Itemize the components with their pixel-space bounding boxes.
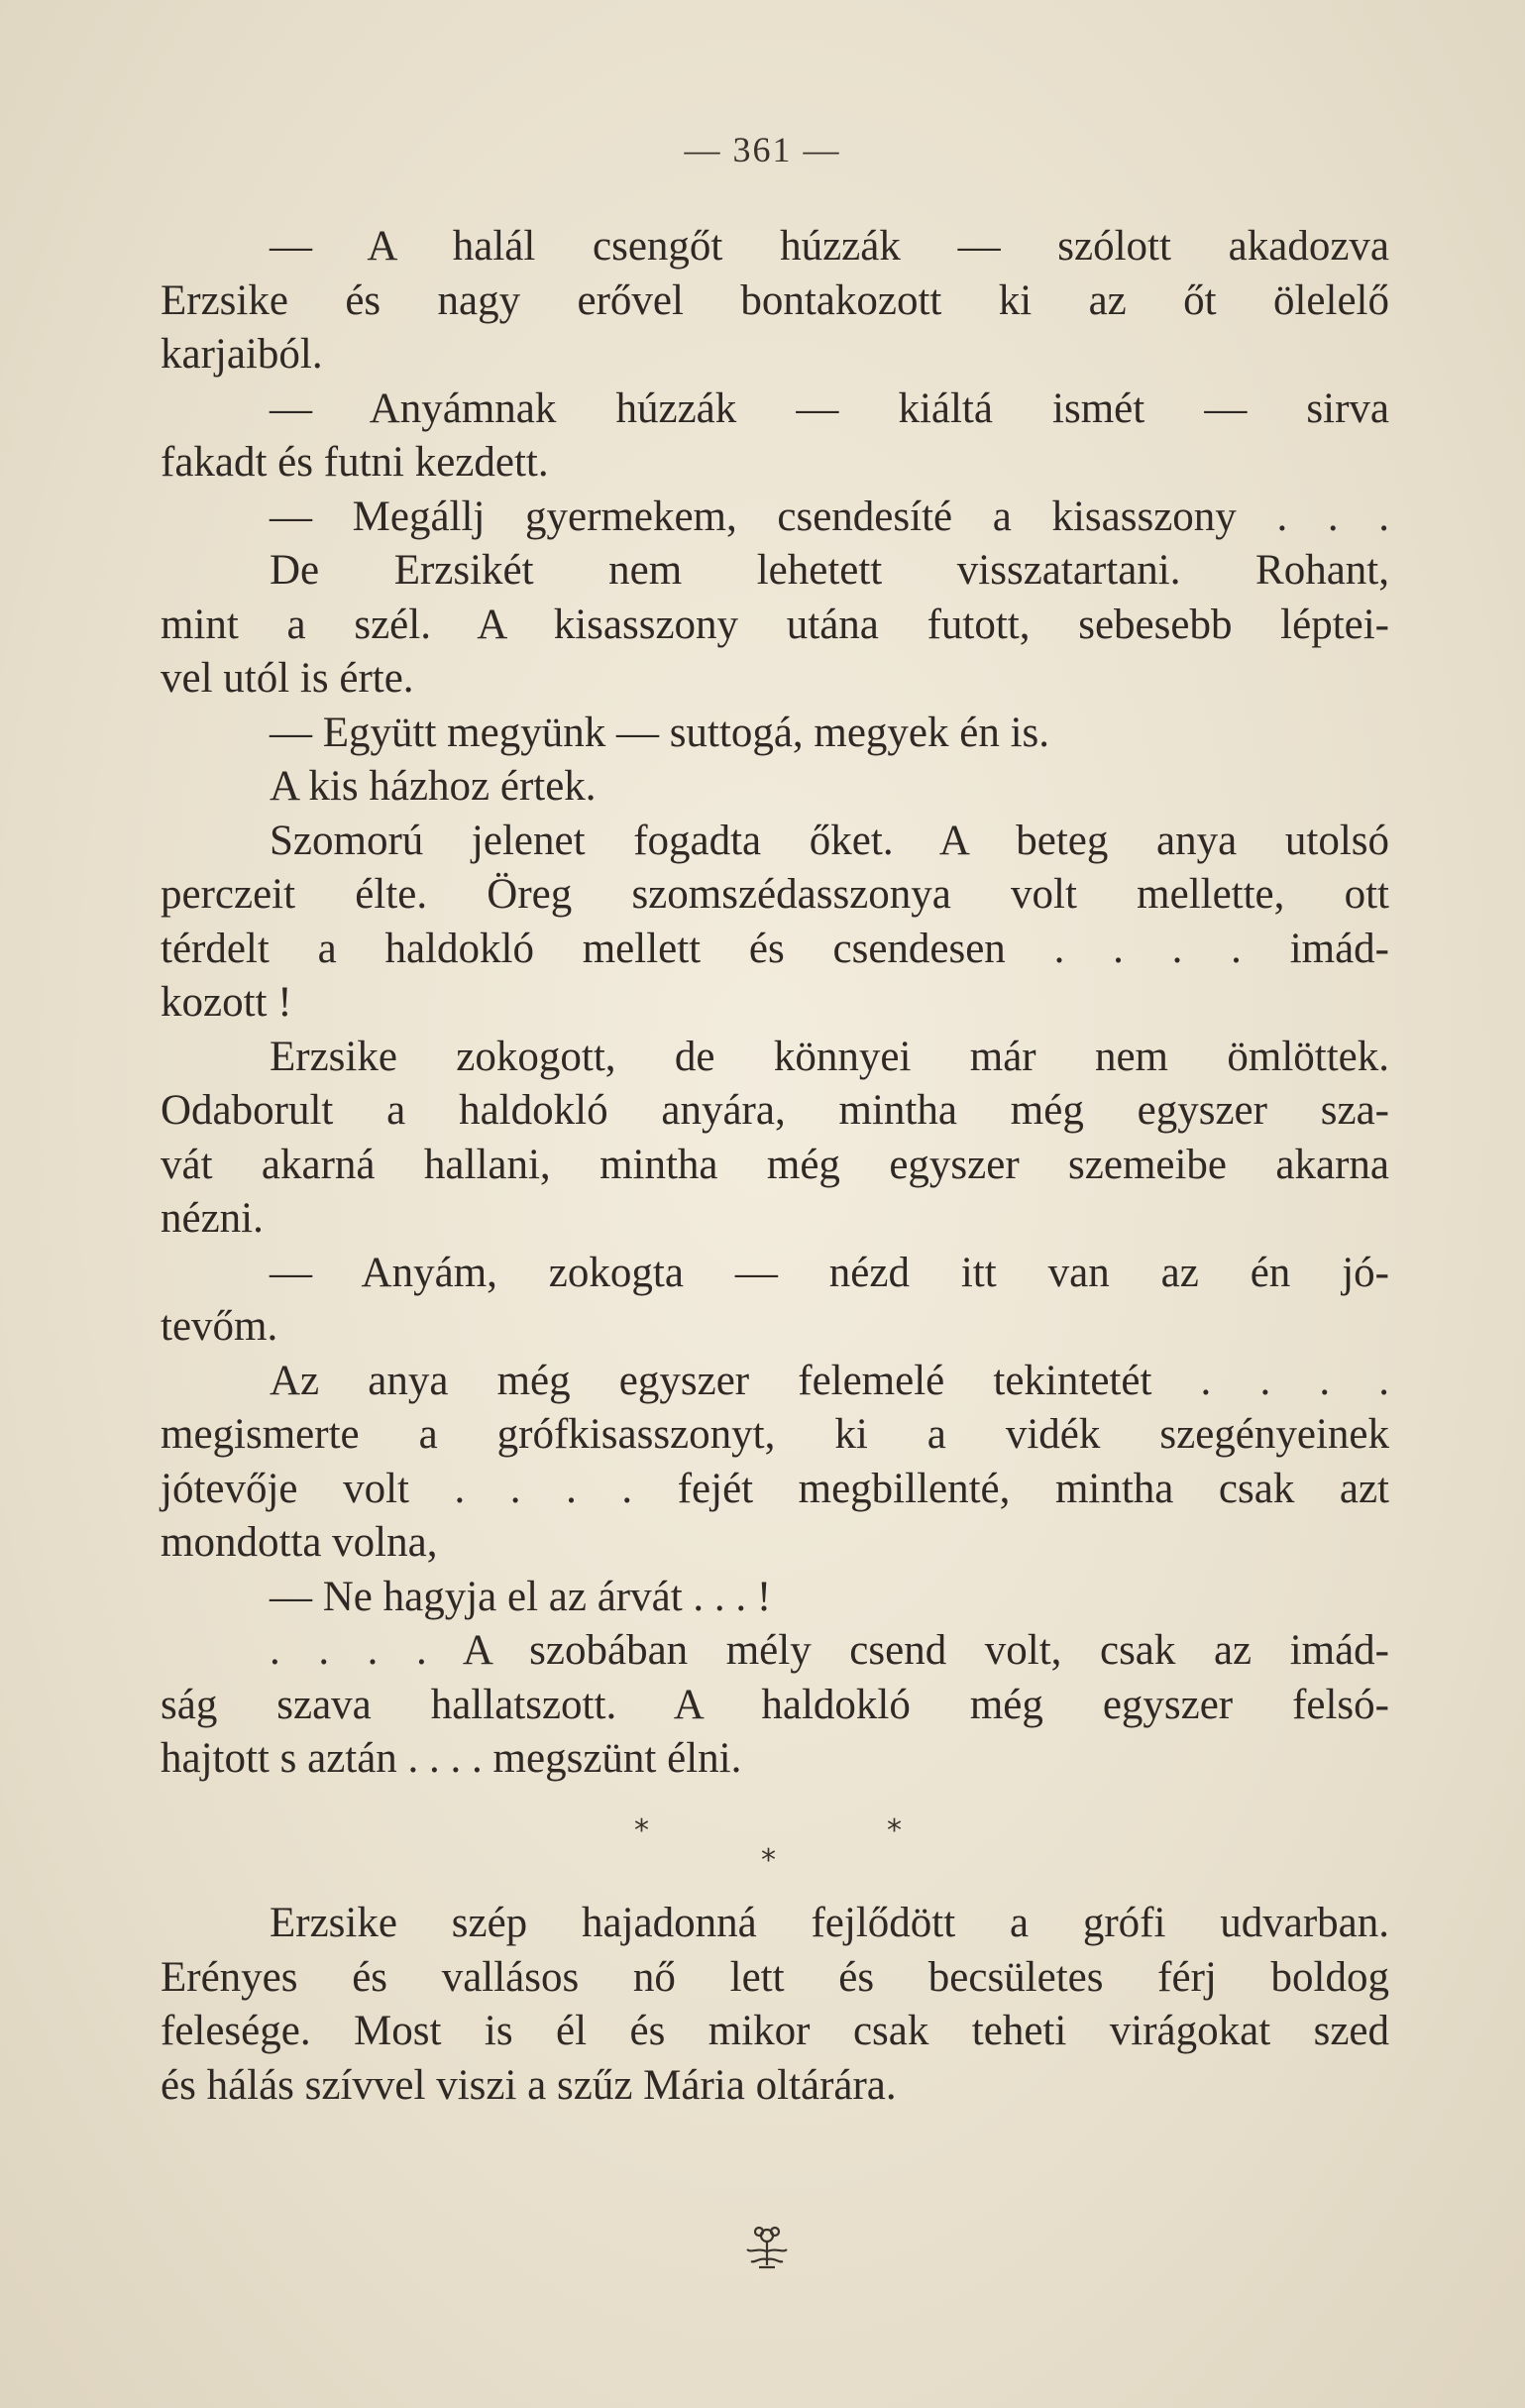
text-line: . . . . A szobában mély csend volt, csak az imád- — [270, 1627, 1389, 1674]
text-line: megismerte a grófkisasszonyt, ki a vidék szegényeinek — [161, 1411, 1389, 1458]
text-line: — A halál csengőt húzzák — szólott akadozva — [270, 223, 1389, 270]
text-line: Erzsike zokogott, de könnyei már nem ömlöttek. — [270, 1033, 1389, 1080]
asterisk-right: * — [887, 1813, 902, 1848]
text-line: Odaborult a haldokló anyára, mintha még egyszer sza- — [161, 1087, 1389, 1134]
text-line: — Ne hagyja el az árvát . . . ! — [270, 1573, 772, 1620]
text-line: fakadt és futni kezdett. — [161, 439, 549, 486]
text-line: karjaiból. — [161, 331, 323, 378]
page-number: — 361 — — [684, 130, 841, 169]
text-line: jótevője volt . . . . fejét megbillenté, mintha csak azt — [161, 1465, 1389, 1512]
text-line: térdelt a haldokló mellett és csendesen . . . . imád- — [161, 925, 1389, 972]
text-line: mint a szél. A kisasszony utána futott, sebesebb léptei- — [161, 601, 1389, 648]
text-line: — Együtt megyünk — suttogá, megyek én is. — [270, 709, 1050, 756]
text-line: vát akarná hallani, mintha még egyszer szemeibe akarna — [161, 1141, 1389, 1188]
section-break — [595, 1813, 931, 1883]
text-line: Erzsike és nagy erővel bontakozott ki az őt ölelelő — [161, 276, 1389, 324]
text-line: nézni. — [161, 1195, 264, 1242]
closing-paragraph — [161, 1897, 1389, 2113]
text-line: Erzsike szép hajadonná fejlődött a grófi udvarban. — [270, 1900, 1389, 1946]
text-line: — Anyám, zokogta — nézd itt van az én jó- — [270, 1249, 1389, 1296]
main-text-block — [161, 220, 1389, 1787]
asterisk-left: * — [634, 1813, 649, 1848]
floral-ornament-icon — [737, 2218, 797, 2277]
text-line: hajtott s aztán . . . . megszünt élni. — [161, 1735, 742, 1782]
text-line: felesége. Most is él és mikor csak teheti virágokat szed — [161, 2008, 1389, 2054]
text-line: — Megállj gyermekem, csendesíté a kisasszony . . . — [270, 493, 1389, 540]
asterisk-center: * — [761, 1843, 776, 1878]
text-line: kozott ! — [161, 979, 292, 1026]
text-line: és hálás szívvel viszi a szűz Mária oltárára. — [161, 2061, 897, 2109]
text-line: Erényes és vallásos nő lett és becsületes férj boldog — [161, 1953, 1389, 2001]
text-line: A kis házhoz értek. — [270, 763, 597, 810]
text-line: Szomorú jelenet fogadta őket. A beteg anya utolsó — [270, 817, 1389, 864]
text-line: Az anya még egyszer felemelé tekintetét . . . . — [270, 1357, 1389, 1404]
text-line: De Erzsikét nem lehetett visszatartani. Rohant, — [270, 547, 1389, 594]
text-line: — Anyámnak húzzák — kiáltá ismét — sirva — [270, 384, 1389, 432]
text-line: tevőm. — [161, 1303, 278, 1350]
text-line: perczeit élte. Öreg szomszédasszonya volt mellette, ott — [161, 871, 1389, 918]
text-line: mondotta volna, — [161, 1519, 438, 1566]
text-line: vel utól is érte. — [161, 655, 414, 702]
text-line: ság szava hallatszott. A haldokló még egyszer felsó- — [161, 1681, 1389, 1728]
